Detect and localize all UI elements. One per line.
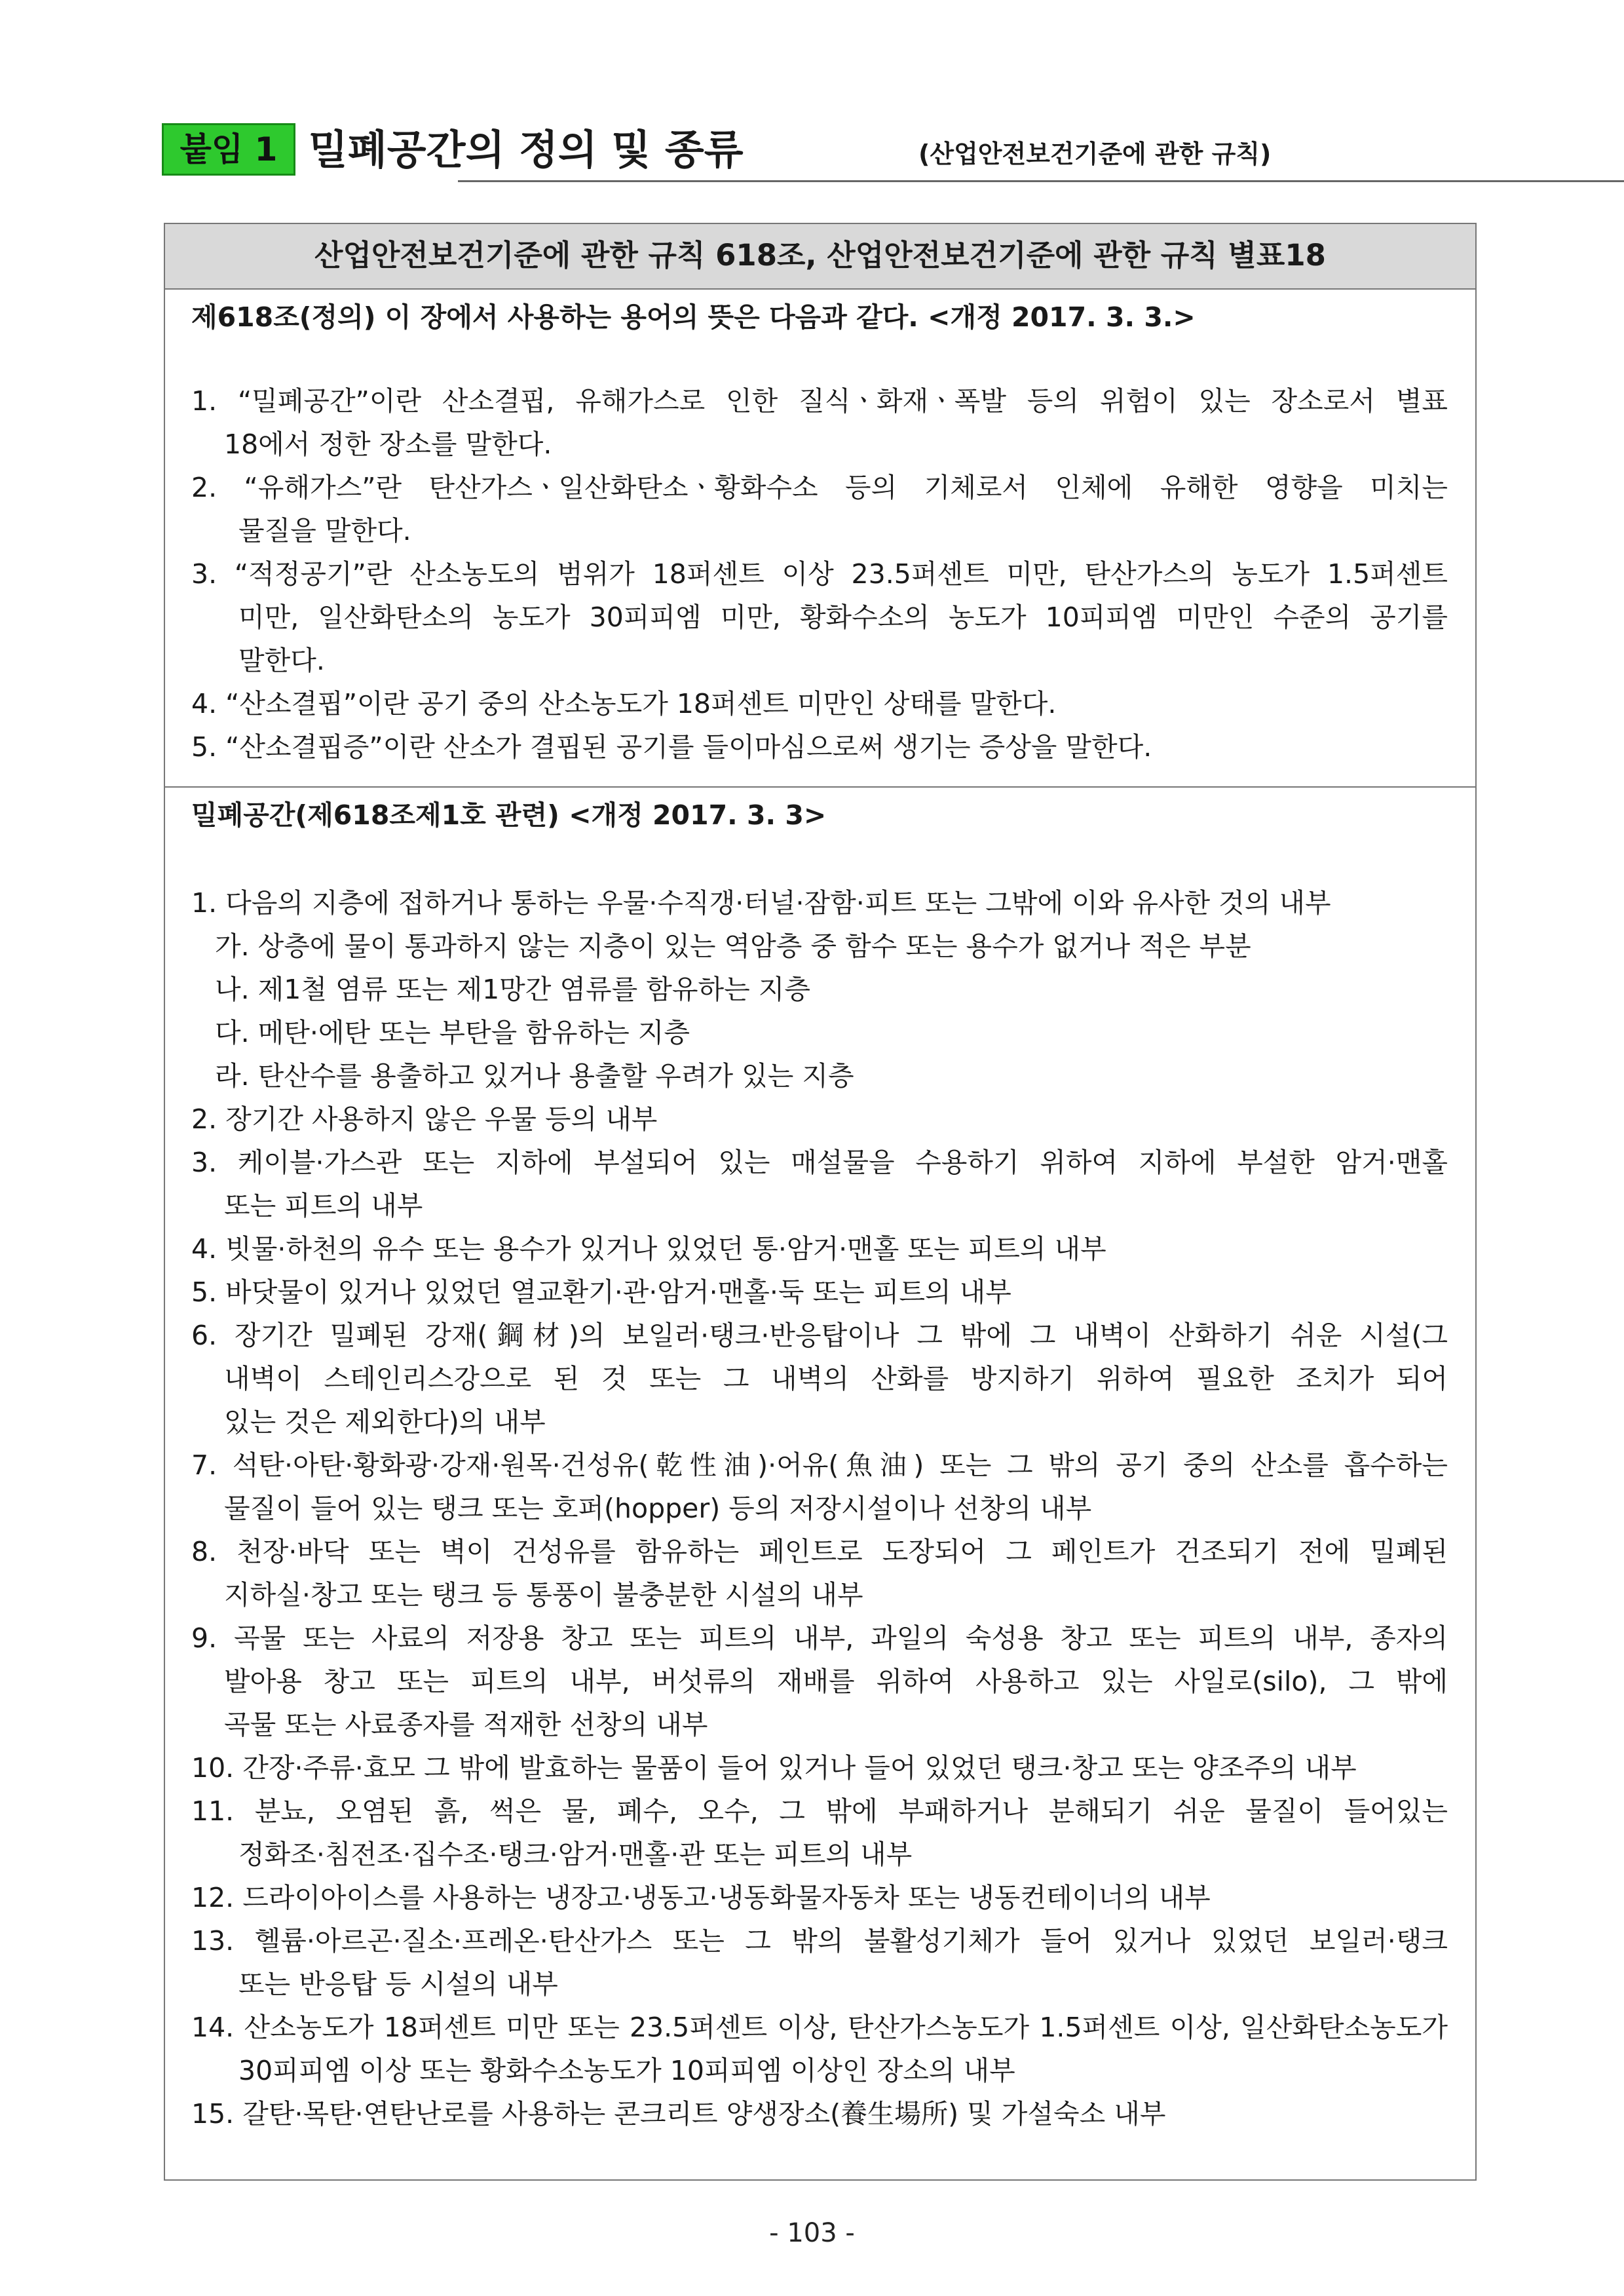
list-item: 4. 빗물·하천의 유수 또는 용수가 있거나 있었던 통·암거·맨홀 또는 피트의 내부: [191, 1233, 1106, 1265]
list-item: 15. 갈탄·목탄·연탄난로를 사용하는 콘크리트 양생장소(養生場所) 및 가설숙소 내부: [191, 2098, 1166, 2130]
list-item: 11. 분뇨, 오염된 흙, 썩은 물, 폐수, 오수, 그 밖에 부패하거나 분해되기 쉬운 물질이 들어있는: [191, 1795, 1448, 1827]
list-item: 13. 헬륨·아르곤·질소·프레온·탄산가스 또는 그 밖의 불활성기체가 들어 있거나 있었던 보일러·탱크: [191, 1925, 1448, 1957]
page-number: - 103 -: [769, 2218, 855, 2248]
definition-line: 5. “산소결핍증”이란 산소가 결핍된 공기를 들이마심으로써 생기는 증상을 말한다.: [191, 731, 1152, 763]
definition-line: 물질을 말한다.: [238, 515, 411, 546]
list-item: 14. 산소농도가 18퍼센트 미만 또는 23.5퍼센트 이상, 탄산가스농도가 1.5퍼센트 이상, 일산화탄소농도가: [191, 2012, 1448, 2043]
regulation-table: [164, 223, 1477, 2181]
definition-line: 3. “적정공기”란 산소농도의 범위가 18퍼센트 이상 23.5퍼센트 미만, 탄산가스의 농도가 1.5퍼센트: [191, 558, 1448, 590]
list-item: 물질이 들어 있는 탱크 또는 호퍼(hopper) 등의 저장시설이나 선창의 내부: [224, 1493, 1092, 1524]
list-item: 발아용 창고 또는 피트의 내부, 버섯류의 재배를 위하여 사용하고 있는 사일로(silo), 그 밖에: [224, 1666, 1448, 1697]
list-subitem: 다. 메탄·에탄 또는 부탄을 함유하는 지층: [215, 1017, 690, 1048]
list-item: 7. 석탄·아탄·황화광·강재·원목·건성유(乾性油)·어유(魚油) 또는 그 밖의 공기 중의 산소를 흡수하는: [191, 1449, 1448, 1481]
list-item: 5. 바닷물이 있거나 있었던 열교환기·관·암거·맨홀·둑 또는 피트의 내부: [191, 1276, 1011, 1308]
list-item: 지하실·창고 또는 탱크 등 통풍이 불충분한 시설의 내부: [224, 1579, 863, 1611]
definition-line: 18에서 정한 장소를 말한다.: [224, 429, 552, 460]
list-item: 내벽이 스테인리스강으로 된 것 또는 그 내벽의 산화를 방지하기 위하여 필요한 조치가 되어: [224, 1363, 1448, 1394]
table-heading: 산업안전보건기준에 관한 규칙 618조, 산업안전보건기준에 관한 규칙 별표18: [165, 224, 1475, 290]
list-item: 있는 것은 제외한다)의 내부: [224, 1406, 546, 1438]
page-subtitle: (산업안전보건기준에 관한 규칙): [918, 140, 1272, 168]
list-item: 정화조·침전조·집수조·탱크·암거·맨홀·관 또는 피트의 내부: [238, 1839, 913, 1870]
list-item: 12. 드라이아이스를 사용하는 냉장고·냉동고·냉동화물자동차 또는 냉동컨테이너의 내부: [191, 1882, 1211, 1913]
confined-spaces-section: [165, 788, 1475, 2181]
list-item: 10. 간장·주류·효모 그 밖에 발효하는 물품이 들어 있거나 들어 있었던 탱크·창고 또는 양조주의 내부: [191, 1752, 1357, 1784]
list-item: 6. 장기간 밀폐된 강재(鋼材)의 보일러·탱크·반응탑이나 그 밖에 그 내벽이 산화하기 쉬운 시설(그: [191, 1320, 1448, 1351]
definitions-section: [165, 290, 1475, 788]
list-subitem: 가. 상층에 물이 통과하지 않는 지층이 있는 역암층 중 함수 또는 용수가 없거나 적은 부분: [215, 930, 1251, 962]
list-item: 곡물 또는 사료종자를 적재한 선창의 내부: [224, 1709, 708, 1740]
confined-spaces-title: 밀폐공간(제618조제1호 관련) <개정 2017. 3. 3>: [191, 799, 827, 831]
title-underline: [458, 180, 1624, 182]
document-header: [162, 118, 1479, 183]
list-item: 또는 피트의 내부: [224, 1190, 423, 1221]
list-item: 또는 반응탑 등 시설의 내부: [238, 1968, 558, 2000]
definitions-title: 제618조(정의) 이 장에서 사용하는 용어의 뜻은 다음과 같다. <개정 2017. 3. 3.>: [191, 301, 1196, 333]
definition-line: 1. “밀폐공간”이란 산소결핍, 유해가스로 인한 질식ㆍ화재ㆍ폭발 등의 위험이 있는 장소로서 별표: [191, 385, 1448, 417]
page-title: 밀폐공간의 정의 및 종류: [309, 126, 744, 174]
list-subitem: 라. 탄산수를 용출하고 있거나 용출할 우려가 있는 지층: [215, 1060, 854, 1092]
list-subitem: 나. 제1철 염류 또는 제1망간 염류를 함유하는 지층: [215, 974, 810, 1005]
definition-line: 미만, 일산화탄소의 농도가 30피피엠 미만, 황화수소의 농도가 10피피엠 미만인 수준의 공기를: [238, 602, 1448, 633]
definition-line: 2. “유해가스”란 탄산가스ㆍ일산화탄소ㆍ황화수소 등의 기체로서 인체에 유해한 영향을 미치는: [191, 472, 1448, 503]
list-item: 9. 곡물 또는 사료의 저장용 창고 또는 피트의 내부, 과일의 숙성용 창고 또는 피트의 내부, 종자의: [191, 1622, 1448, 1654]
list-item: 30피피엠 이상 또는 황화수소농도가 10피피엠 이상인 장소의 내부: [238, 2055, 1015, 2086]
list-item: 3. 케이블·가스관 또는 지하에 부설되어 있는 매설물을 수용하기 위하여 지하에 부설한 암거·맨홀: [191, 1147, 1448, 1178]
definition-line: 4. “산소결핍”이란 공기 중의 산소농도가 18퍼센트 미만인 상태를 말한다.: [191, 688, 1057, 719]
definition-line: 말한다.: [238, 645, 325, 676]
list-item: 2. 장기간 사용하지 않은 우물 등의 내부: [191, 1103, 658, 1135]
list-item: 1. 다음의 지층에 접하거나 통하는 우물·수직갱·터널·잠함·피트 또는 그밖에 이와 유사한 것의 내부: [191, 887, 1331, 919]
list-item: 8. 천장·바닥 또는 벽이 건성유를 함유하는 페인트로 도장되어 그 페인트가 건조되기 전에 밀폐된: [191, 1536, 1448, 1567]
attachment-badge: 붙임 1: [162, 123, 295, 176]
